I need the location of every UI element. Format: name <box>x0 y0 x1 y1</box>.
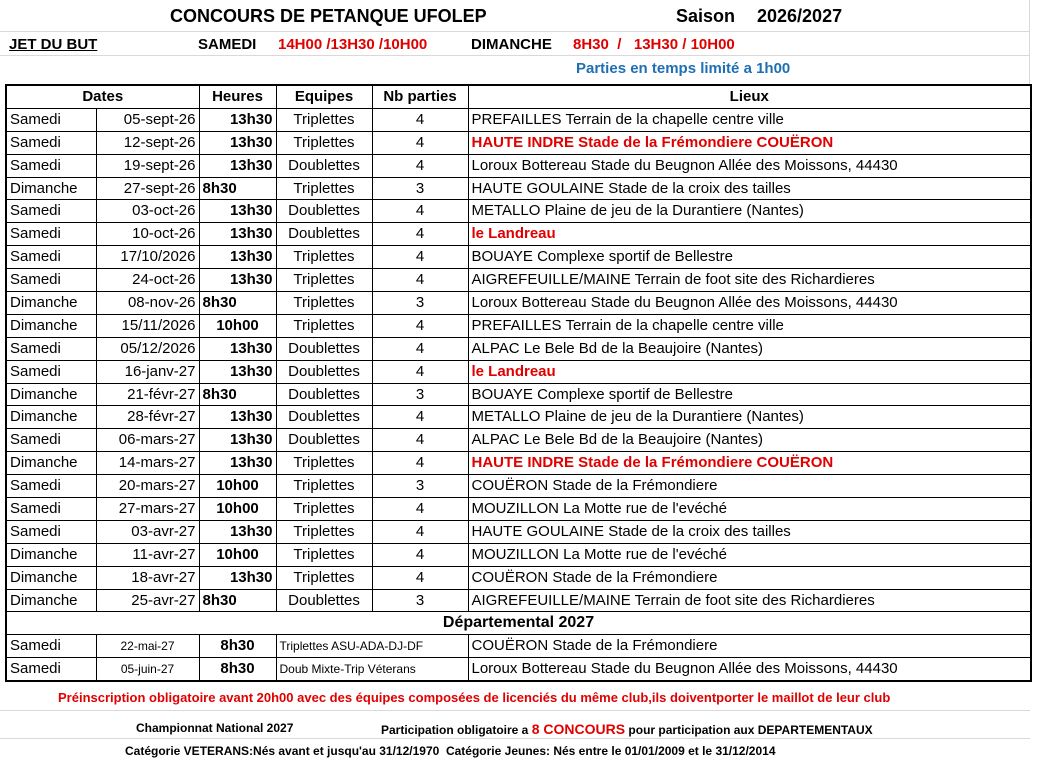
day-cell: Samedi <box>6 108 96 131</box>
day-cell: Samedi <box>6 269 96 292</box>
day-cell: Samedi <box>6 520 96 543</box>
table-row <box>6 177 1031 200</box>
date-cell: 16-janv-27 <box>96 360 199 383</box>
table-header-row <box>6 85 1031 108</box>
date-cell: 14-mars-27 <box>96 452 199 475</box>
table-row <box>6 131 1031 154</box>
time-cell: 13h30 <box>199 200 276 223</box>
teams-cell: Doublettes <box>276 337 372 360</box>
time-cell: 13h30 <box>199 246 276 269</box>
column-header: Equipes <box>276 85 372 108</box>
time-cell: 8h30 <box>199 635 276 658</box>
time-cell: 13h30 <box>199 223 276 246</box>
section-title: Départemental 2027 <box>6 612 1031 635</box>
jet-label: JET DU BUT <box>9 36 98 53</box>
table-row <box>6 246 1031 269</box>
time-cell: 8h30 <box>199 177 276 200</box>
games-cell: 4 <box>372 154 468 177</box>
location-cell: HAUTE GOULAINE Stade de la croix des tailles <box>468 177 1031 200</box>
date-cell: 19-sept-26 <box>96 154 199 177</box>
location-cell: MOUZILLON La Motte rue de l'evéché <box>468 498 1031 521</box>
date-cell: 05-juin-27 <box>96 658 199 681</box>
day-cell: Dimanche <box>6 452 96 475</box>
teams-cell: Doublettes <box>276 223 372 246</box>
location-cell: METALLO Plaine de jeu de la Durantiere (Nantes) <box>468 200 1031 223</box>
day-cell: Dimanche <box>6 177 96 200</box>
location-cell: MOUZILLON La Motte rue de l'evéché <box>468 543 1031 566</box>
day-cell: Samedi <box>6 131 96 154</box>
location-cell: ALPAC Le Bele Bd de la Beaujoire (Nantes) <box>468 429 1031 452</box>
teams-cell: Triplettes <box>276 108 372 131</box>
games-cell: 4 <box>372 223 468 246</box>
teams-cell: Doublettes <box>276 154 372 177</box>
teams-cell: Triplettes <box>276 543 372 566</box>
games-cell: 3 <box>372 177 468 200</box>
participation-pre: Participation obligatoire a <box>381 723 529 737</box>
day-cell: Dimanche <box>6 406 96 429</box>
location-cell: BOUAYE Complexe sportif de Bellestre <box>468 246 1031 269</box>
teams-cell: Triplettes <box>276 292 372 315</box>
games-cell: 4 <box>372 337 468 360</box>
participation-count: 8 CONCOURS <box>531 721 626 737</box>
table-row <box>6 658 1031 681</box>
dimanche-times: 8H30 / 13H30 / 10H00 <box>573 36 735 53</box>
games-cell: 4 <box>372 360 468 383</box>
day-cell: Samedi <box>6 475 96 498</box>
section-row <box>6 612 1031 635</box>
location-cell: ALPAC Le Bele Bd de la Beaujoire (Nantes) <box>468 337 1031 360</box>
table-row <box>6 154 1031 177</box>
teams-cell: Triplettes <box>276 475 372 498</box>
column-header: Heures <box>199 85 276 108</box>
table-row <box>6 543 1031 566</box>
date-cell: 08-nov-26 <box>96 292 199 315</box>
championnat-label: Championnat National 2027 <box>136 721 294 735</box>
table-row <box>6 452 1031 475</box>
day-cell: Samedi <box>6 658 96 681</box>
teams-cell: Doublettes <box>276 429 372 452</box>
teams-cell: Doublettes <box>276 200 372 223</box>
table-row <box>6 223 1031 246</box>
location-cell: le Landreau <box>468 360 1031 383</box>
games-cell: 3 <box>372 475 468 498</box>
table-row <box>6 108 1031 131</box>
season-value: 2026/2027 <box>757 6 843 26</box>
location-cell: PREFAILLES Terrain de la chapelle centre ville <box>468 314 1031 337</box>
time-cell: 13h30 <box>199 406 276 429</box>
time-cell: 13h30 <box>199 429 276 452</box>
teams-cell: Triplettes <box>276 177 372 200</box>
date-cell: 21-févr-27 <box>96 383 199 406</box>
day-cell: Dimanche <box>6 314 96 337</box>
participation-note <box>381 721 873 737</box>
games-cell: 4 <box>372 269 468 292</box>
table-row <box>6 360 1031 383</box>
location-cell: Loroux Bottereau Stade du Beugnon Allée des Moissons, 44430 <box>468 658 1031 681</box>
games-cell: 4 <box>372 108 468 131</box>
day-cell: Samedi <box>6 360 96 383</box>
location-cell: COUËRON Stade de la Frémondiere <box>468 635 1031 658</box>
location-cell: le Landreau <box>468 223 1031 246</box>
time-cell: 13h30 <box>199 452 276 475</box>
time-cell: 13h30 <box>199 131 276 154</box>
table-row <box>6 475 1031 498</box>
games-cell: 4 <box>372 566 468 589</box>
date-cell: 27-mars-27 <box>96 498 199 521</box>
location-cell: COUËRON Stade de la Frémondiere <box>468 475 1031 498</box>
table-row <box>6 589 1031 612</box>
day-cell: Samedi <box>6 223 96 246</box>
games-cell: 3 <box>372 383 468 406</box>
column-header: Lieux <box>468 85 1031 108</box>
day-cell: Samedi <box>6 246 96 269</box>
date-cell: 11-avr-27 <box>96 543 199 566</box>
time-cell: 8h30 <box>199 658 276 681</box>
teams-cell: Triplettes <box>276 314 372 337</box>
location-cell: METALLO Plaine de jeu de la Durantiere (Nantes) <box>468 406 1031 429</box>
teams-cell: Triplettes ASU-ADA-DJ-DF <box>276 635 468 658</box>
location-cell: BOUAYE Complexe sportif de Bellestre <box>468 383 1031 406</box>
time-cell: 13h30 <box>199 269 276 292</box>
schedule-table <box>5 84 1032 682</box>
games-cell: 4 <box>372 543 468 566</box>
categories-note: Catégorie VETERANS:Nés avant et jusqu'au 31/12/1970 Catégorie Jeunes: Nés entre le 01/01/2009 et le 31/12/2014 <box>125 744 776 758</box>
date-cell: 05/12/2026 <box>96 337 199 360</box>
time-cell: 10h00 <box>199 543 276 566</box>
teams-cell: Doublettes <box>276 383 372 406</box>
table-row <box>6 200 1031 223</box>
time-cell: 8h30 <box>199 292 276 315</box>
teams-cell: Doub Mixte-Trip Véterans <box>276 658 468 681</box>
column-header: Nb parties <box>372 85 468 108</box>
day-cell: Dimanche <box>6 566 96 589</box>
date-cell: 28-févr-27 <box>96 406 199 429</box>
time-cell: 13h30 <box>199 360 276 383</box>
date-cell: 06-mars-27 <box>96 429 199 452</box>
location-cell: AIGREFEUILLE/MAINE Terrain de foot site des Richardieres <box>468 589 1031 612</box>
time-cell: 8h30 <box>199 383 276 406</box>
day-cell: Samedi <box>6 498 96 521</box>
page-title: CONCOURS DE PETANQUE UFOLEP <box>170 6 487 26</box>
location-cell: HAUTE INDRE Stade de la Frémondiere COUËRON <box>468 452 1031 475</box>
table-row <box>6 429 1031 452</box>
date-cell: 03-avr-27 <box>96 520 199 543</box>
table-row <box>6 337 1031 360</box>
games-cell: 4 <box>372 314 468 337</box>
teams-cell: Triplettes <box>276 131 372 154</box>
time-limit-note: Parties en temps limité a 1h00 <box>576 60 791 77</box>
games-cell: 4 <box>372 429 468 452</box>
samedi-label: SAMEDI <box>198 36 257 53</box>
table-row <box>6 269 1031 292</box>
time-cell: 10h00 <box>199 475 276 498</box>
time-cell: 10h00 <box>199 498 276 521</box>
date-cell: 15/11/2026 <box>96 314 199 337</box>
games-cell: 4 <box>372 406 468 429</box>
preinscription-note: Préinscription obligatoire avant 20h00 avec des équipes composées de licenciés du même club,ils doiventporter le maillot de leur club <box>58 690 891 705</box>
table-row <box>6 383 1031 406</box>
time-cell: 13h30 <box>199 337 276 360</box>
table-row <box>6 406 1031 429</box>
table-row <box>6 635 1031 658</box>
date-cell: 10-oct-26 <box>96 223 199 246</box>
day-cell: Samedi <box>6 635 96 658</box>
location-cell: Loroux Bottereau Stade du Beugnon Allée des Moissons, 44430 <box>468 292 1031 315</box>
column-header: Dates <box>6 85 199 108</box>
day-cell: Samedi <box>6 200 96 223</box>
teams-cell: Triplettes <box>276 520 372 543</box>
table-row <box>6 292 1031 315</box>
games-cell: 4 <box>372 200 468 223</box>
time-cell: 13h30 <box>199 108 276 131</box>
table-row <box>6 566 1031 589</box>
day-cell: Samedi <box>6 429 96 452</box>
time-cell: 8h30 <box>199 589 276 612</box>
time-cell: 13h30 <box>199 154 276 177</box>
day-cell: Samedi <box>6 154 96 177</box>
games-cell: 3 <box>372 589 468 612</box>
games-cell: 4 <box>372 520 468 543</box>
day-cell: Dimanche <box>6 383 96 406</box>
table-row <box>6 314 1031 337</box>
location-cell: PREFAILLES Terrain de la chapelle centre ville <box>468 108 1031 131</box>
games-cell: 4 <box>372 452 468 475</box>
date-cell: 20-mars-27 <box>96 475 199 498</box>
location-cell: AIGREFEUILLE/MAINE Terrain de foot site des Richardieres <box>468 269 1031 292</box>
games-cell: 3 <box>372 292 468 315</box>
day-cell: Samedi <box>6 337 96 360</box>
teams-cell: Triplettes <box>276 498 372 521</box>
day-cell: Dimanche <box>6 543 96 566</box>
time-cell: 13h30 <box>199 520 276 543</box>
location-cell: Loroux Bottereau Stade du Beugnon Allée des Moissons, 44430 <box>468 154 1031 177</box>
teams-cell: Doublettes <box>276 589 372 612</box>
participation-post: pour participation aux DEPARTEMENTAUX <box>628 723 873 737</box>
date-cell: 22-mai-27 <box>96 635 199 658</box>
day-cell: Dimanche <box>6 589 96 612</box>
time-cell: 10h00 <box>199 314 276 337</box>
games-cell: 4 <box>372 246 468 269</box>
games-cell: 4 <box>372 498 468 521</box>
date-cell: 05-sept-26 <box>96 108 199 131</box>
teams-cell: Triplettes <box>276 246 372 269</box>
date-cell: 03-oct-26 <box>96 200 199 223</box>
location-cell: HAUTE GOULAINE Stade de la croix des tailles <box>468 520 1031 543</box>
games-cell: 4 <box>372 131 468 154</box>
teams-cell: Triplettes <box>276 269 372 292</box>
teams-cell: Triplettes <box>276 452 372 475</box>
time-cell: 13h30 <box>199 566 276 589</box>
day-cell: Dimanche <box>6 292 96 315</box>
samedi-times: 14H00 /13H30 /10H00 <box>278 36 428 53</box>
location-cell: HAUTE INDRE Stade de la Frémondiere COUËRON <box>468 131 1031 154</box>
dimanche-label: DIMANCHE <box>471 36 552 53</box>
date-cell: 18-avr-27 <box>96 566 199 589</box>
location-cell: COUËRON Stade de la Frémondiere <box>468 566 1031 589</box>
date-cell: 24-oct-26 <box>96 269 199 292</box>
date-cell: 12-sept-26 <box>96 131 199 154</box>
teams-cell: Triplettes <box>276 566 372 589</box>
date-cell: 17/10/2026 <box>96 246 199 269</box>
teams-cell: Doublettes <box>276 406 372 429</box>
teams-cell: Doublettes <box>276 360 372 383</box>
season-label: Saison <box>676 6 736 26</box>
table-row <box>6 498 1031 521</box>
date-cell: 25-avr-27 <box>96 589 199 612</box>
date-cell: 27-sept-26 <box>96 177 199 200</box>
table-row <box>6 520 1031 543</box>
